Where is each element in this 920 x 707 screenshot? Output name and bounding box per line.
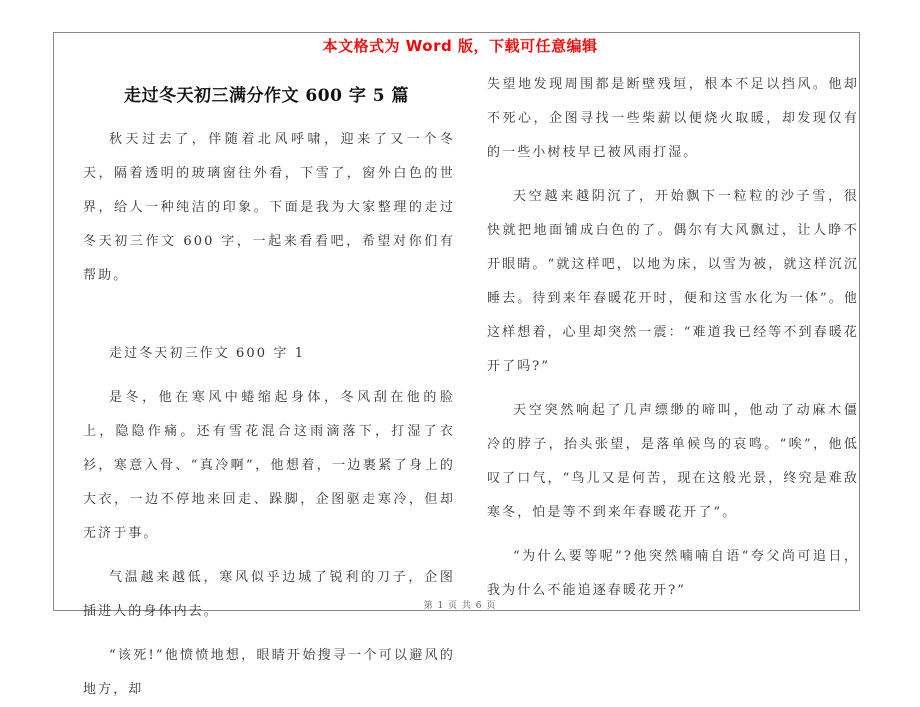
paragraph: “为什么要等呢”?他突然喃喃自语“夸父尚可追日，我为什么不能追逐春暖花开?” [487, 549, 859, 598]
right-column [487, 68, 859, 608]
paragraph: 气温越来越低，寒风似乎边城了锐利的刀子，企图插进人的身体内去。 [83, 570, 455, 619]
document-title: 走过冬天初三满分作文 600 字 5 篇 [124, 86, 409, 106]
paragraph: 失望地发现周围都是断壁残垣，根本不足以挡风。他却不死心，企图寻找一些柴薪以便烧火取暖，却发现仅有的一些小树枝早已被风雨打湿。 [487, 77, 859, 160]
paragraph: 天空越来越阴沉了，开始飘下一粒粒的沙子雪，很快就把地面铺成白色的了。偶尔有大风飘过，让人睁不开眼睛。“就这样吧，以地为床，以雪为被，就这样沉沉睡去。待到来年春暖花开时，便和这雪水化为一体”。他这样想着，心里却突然一震：“难道我已经等不到春暖花开了吗?” [487, 189, 859, 374]
section-subtitle: 走过冬天初三作文 600 字 1 [109, 346, 306, 361]
page-indicator: 第 1 页 共 6 页 [423, 601, 497, 611]
paragraph: 是冬，他在寒风中蜷缩起身体，冬风刮在他的脸上，隐隐作痛。还有雪花混合这雨滴落下，打湿了衣衫，寒意入骨、“真冷啊”，他想着，一边裹紧了身上的大衣，一边不停地来回走、跺脚，企图驱走寒冷，但却无济于事。 [83, 390, 455, 541]
format-banner: 本文格式为 Word 版，下载可任意编辑 [322, 37, 598, 55]
paragraph: 天空突然响起了几声缥缈的啼叫，他动了动麻木僵冷的脖子，抬头张望，是落单候鸟的哀鸣。“唉”，他低叹了口气，“鸟儿又是何苦，现在这般光景，终究是难敌寒冬，怕是等不到来年春暖花开了”。 [487, 403, 859, 520]
paragraph: “该死!”他愤愤地想，眼睛开始搜寻一个可以避风的地方，却 [83, 648, 455, 697]
left-column [83, 123, 455, 707]
intro-paragraph: 秋天过去了，伴随着北风呼啸，迎来了又一个冬天，隔着透明的玻璃窗往外看，下雪了，窗外白色的世界，给人一种纯洁的印象。下面是我为大家整理的走过冬天初三作文 600 字，一起来看看吧，希望对你们有帮助。 [83, 132, 455, 283]
